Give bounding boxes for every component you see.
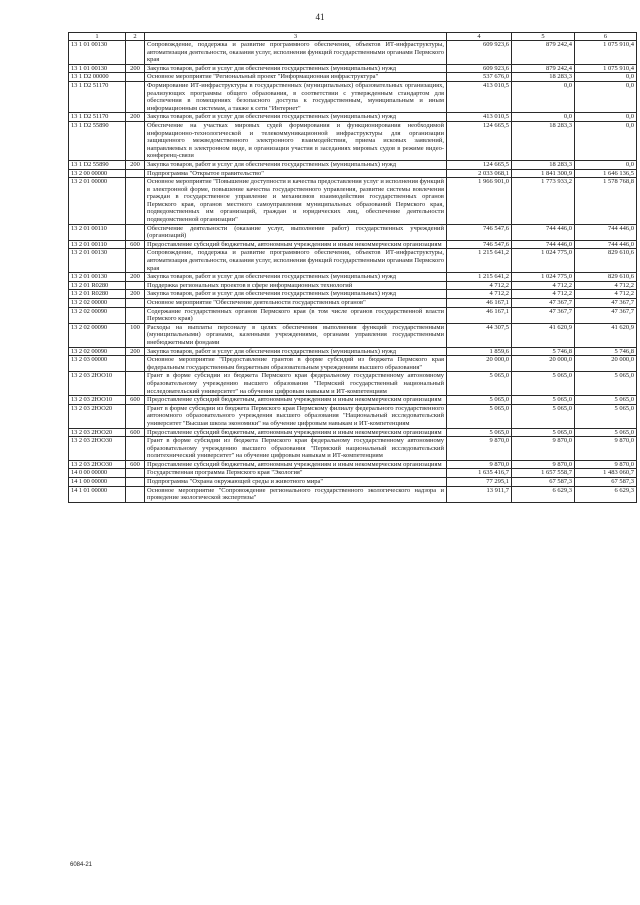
row-amount-year-2-cell: 20 000,0 [512,356,575,372]
row-amount-year-1-cell: 1 215 641,2 [447,249,512,273]
row-amount-year-2-cell: 5 065,0 [512,396,575,405]
row-expense-type-cell: 600 [126,240,145,249]
row-expense-type-cell [126,281,145,290]
row-amount-year-1-cell: 46 167,1 [447,299,512,308]
row-code-cell: 13 2 03 2ЮО30 [69,460,126,469]
header-col-5: 5 [512,33,575,41]
row-expense-type-cell [126,169,145,178]
row-amount-year-2-cell: 18 283,3 [512,73,575,82]
row-amount-year-1-cell: 9 870,0 [447,460,512,469]
row-amount-year-1-cell: 9 870,0 [447,437,512,461]
row-description-cell: Предоставление субсидий бюджетным, автономным учреждениям и иным некоммерческим организациям [145,396,447,405]
row-description-cell: Поддержка региональных проектов в сфере информационных технологий [145,281,447,290]
row-code-cell: 13 1 D2 51170 [69,113,126,122]
table-row [69,224,637,240]
row-code-cell: 13 2 03 2ЮО30 [69,437,126,461]
row-expense-type-cell [126,469,145,478]
table-row [69,469,637,478]
row-amount-year-2-cell: 1 024 775,0 [512,249,575,273]
row-expense-type-cell: 600 [126,396,145,405]
row-amount-year-1-cell: 1 635 416,7 [447,469,512,478]
table-row [69,113,637,122]
table-row [69,240,637,249]
row-amount-year-2-cell: 9 870,0 [512,437,575,461]
row-description-cell: Грант в форме субсидии из бюджета Пермского края Пермскому филиалу федерального государственного автономного образовательного учреждения высшего образования "Национальный исследовательский университет "Высшая школа экономики" на обучение цифровым навыкам и ИТ-компетенциям [145,404,447,428]
row-code-cell: 13 2 02 00090 [69,347,126,356]
row-expense-type-cell [126,41,145,65]
row-amount-year-3-cell: 1 075 910,4 [575,41,637,65]
budget-table-container [68,32,636,503]
table-row [69,281,637,290]
row-code-cell: 13 2 03 00000 [69,356,126,372]
budget-table [68,32,637,503]
table-row [69,249,637,273]
row-amount-year-3-cell: 6 629,3 [575,486,637,502]
table-row [69,460,637,469]
row-amount-year-1-cell: 5 065,0 [447,428,512,437]
row-amount-year-2-cell: 4 712,2 [512,281,575,290]
row-amount-year-2-cell: 1 657 558,7 [512,469,575,478]
row-amount-year-1-cell: 44 307,5 [447,323,512,347]
row-amount-year-2-cell: 744 446,0 [512,240,575,249]
row-expense-type-cell: 200 [126,347,145,356]
row-expense-type-cell: 200 [126,113,145,122]
row-amount-year-3-cell: 9 870,0 [575,460,637,469]
row-amount-year-3-cell: 5 746,8 [575,347,637,356]
row-amount-year-1-cell: 20 000,0 [447,356,512,372]
row-amount-year-2-cell: 47 367,7 [512,299,575,308]
row-amount-year-1-cell: 5 065,0 [447,372,512,396]
row-amount-year-2-cell: 41 620,9 [512,323,575,347]
row-amount-year-2-cell: 0,0 [512,81,575,112]
row-amount-year-1-cell: 5 065,0 [447,404,512,428]
row-description-cell: Обеспечение деятельности (оказание услуг, выполнение работ) государственных учреждений (организаций) [145,224,447,240]
table-row [69,299,637,308]
row-expense-type-cell [126,121,145,160]
row-code-cell: 13 1 D2 51170 [69,81,126,112]
row-amount-year-2-cell: 6 629,3 [512,486,575,502]
row-amount-year-1-cell: 13 911,7 [447,486,512,502]
row-expense-type-cell: 200 [126,273,145,282]
table-row [69,121,637,160]
row-amount-year-1-cell: 746 547,6 [447,224,512,240]
row-expense-type-cell: 200 [126,160,145,169]
table-row [69,323,637,347]
row-code-cell: 13 1 01 00130 [69,41,126,65]
row-amount-year-1-cell: 413 010,5 [447,113,512,122]
row-expense-type-cell: 200 [126,290,145,299]
row-amount-year-3-cell: 0,0 [575,113,637,122]
row-code-cell: 13 2 03 2ЮО10 [69,372,126,396]
row-amount-year-2-cell: 0,0 [512,113,575,122]
row-amount-year-2-cell: 67 587,3 [512,478,575,487]
document-id: 6084-21 [70,862,93,868]
row-description-cell: Предоставление субсидий бюджетным, автономным учреждениям и иным некоммерческим организациям [145,428,447,437]
row-amount-year-1-cell: 2 033 068,1 [447,169,512,178]
row-code-cell: 13 2 01 R0280 [69,281,126,290]
table-body [69,41,637,503]
row-code-cell: 13 2 03 2ЮО10 [69,396,126,405]
row-amount-year-1-cell: 5 065,0 [447,396,512,405]
row-amount-year-3-cell: 1 578 768,8 [575,178,637,225]
row-amount-year-3-cell: 0,0 [575,160,637,169]
row-amount-year-3-cell: 0,0 [575,121,637,160]
row-expense-type-cell [126,249,145,273]
row-amount-year-3-cell: 1 483 060,7 [575,469,637,478]
table-row [69,41,637,65]
row-code-cell: 13 2 01 00110 [69,224,126,240]
row-expense-type-cell [126,73,145,82]
row-expense-type-cell [126,478,145,487]
row-amount-year-3-cell: 4 712,2 [575,281,637,290]
table-row [69,64,637,73]
row-code-cell: 13 2 01 00130 [69,273,126,282]
header-col-6: 6 [575,33,637,41]
row-amount-year-1-cell: 4 712,2 [447,281,512,290]
row-amount-year-1-cell: 124 665,5 [447,160,512,169]
row-code-cell: 14 1 01 00000 [69,486,126,502]
table-row [69,178,637,225]
row-description-cell: Расходы на выплаты персоналу в целях обеспечения выполнения функций государственными (муниципальными) органами, казенными учреждениями, органами управления государственными внебюджетными фондами [145,323,447,347]
row-expense-type-cell: 200 [126,64,145,73]
row-amount-year-3-cell: 744 446,0 [575,240,637,249]
row-description-cell: Обеспечение на участках мировых судей формирования и функционирования необходимой информационно-технологической и телекоммуникационной инфраструктуры для организации защищенного межведомственного электронного взаимодействия, приема исковых заявлений, направляемых в электронном виде, и организации участия в заседаниях мировых судов в режиме видео-конференц-связи [145,121,447,160]
row-description-cell: Сопровождение, поддержка и развитие программного обеспечения, объектов ИТ-инфраструктуры, автоматизация деятельности, оказания услуг, исполнения функций государственными органами Пермского края [145,249,447,273]
row-amount-year-2-cell: 4 712,2 [512,290,575,299]
table-row [69,396,637,405]
row-description-cell: Грант в форме субсидии из бюджета Пермского края федеральному государственному автономному образовательному учреждению высшего образования "Пермский национальный исследовательский политехнический университет" на обучение цифровым навыкам и ИТ-компетенциям [145,437,447,461]
row-description-cell: Основное мероприятие "Обеспечение деятельности государственных органов" [145,299,447,308]
table-row [69,290,637,299]
row-amount-year-1-cell: 609 923,6 [447,41,512,65]
row-amount-year-3-cell: 1 075 910,4 [575,64,637,73]
row-description-cell: Формирование ИТ-инфраструктуры в государственных (муниципальных) образовательных организациях, реализующих программы общего образования, в соответствии с утвержденным стандартом для обеспечения в помещениях безопасного доступа к государственным, муниципальным и иным информационным системам, а также к сети "Интернет" [145,81,447,112]
row-code-cell: 13 2 00 00000 [69,169,126,178]
row-amount-year-2-cell: 5 746,8 [512,347,575,356]
row-expense-type-cell [126,356,145,372]
table-row [69,478,637,487]
row-amount-year-2-cell: 5 065,0 [512,428,575,437]
row-code-cell: 13 1 D2 00000 [69,73,126,82]
row-description-cell: Закупка товаров, работ и услуг для обеспечения государственных (муниципальных) нужд [145,160,447,169]
row-amount-year-3-cell: 5 065,0 [575,372,637,396]
row-amount-year-2-cell: 879 242,4 [512,64,575,73]
row-amount-year-3-cell: 5 065,0 [575,428,637,437]
row-amount-year-2-cell: 5 065,0 [512,372,575,396]
row-amount-year-3-cell: 9 870,0 [575,437,637,461]
table-row [69,486,637,502]
row-code-cell: 13 2 03 2ЮО20 [69,428,126,437]
row-amount-year-2-cell: 18 283,3 [512,160,575,169]
row-amount-year-1-cell: 77 295,1 [447,478,512,487]
header-col-3: 3 [145,33,447,41]
row-amount-year-2-cell: 18 283,3 [512,121,575,160]
row-description-cell: Государственная программа Пермского края "Экология" [145,469,447,478]
row-code-cell: 13 1 01 00130 [69,64,126,73]
row-amount-year-1-cell: 4 712,2 [447,290,512,299]
header-col-4: 4 [447,33,512,41]
row-description-cell: Закупка товаров, работ и услуг для обеспечения государственных (муниципальных) нужд [145,273,447,282]
table-row [69,307,637,323]
row-description-cell: Предоставление субсидий бюджетным, автономным учреждениям и иным некоммерческим организациям [145,240,447,249]
row-amount-year-3-cell: 5 065,0 [575,404,637,428]
row-code-cell: 14 0 00 00000 [69,469,126,478]
header-col-2: 2 [126,33,145,41]
row-expense-type-cell [126,178,145,225]
table-row [69,73,637,82]
row-code-cell: 13 1 D2 55890 [69,121,126,160]
row-amount-year-2-cell: 879 242,4 [512,41,575,65]
table-row [69,273,637,282]
row-amount-year-1-cell: 413 010,5 [447,81,512,112]
row-description-cell: Закупка товаров, работ и услуг для обеспечения государственных (муниципальных) нужд [145,64,447,73]
row-amount-year-2-cell: 47 367,7 [512,307,575,323]
row-description-cell: Основное мероприятие "Сопровождение регионального государственного экологического надзора и проведение экологической экспертизы" [145,486,447,502]
row-expense-type-cell [126,299,145,308]
table-row [69,428,637,437]
row-code-cell: 13 2 03 2ЮО20 [69,404,126,428]
table-row [69,356,637,372]
row-amount-year-3-cell: 47 367,7 [575,307,637,323]
row-description-cell: Основное мероприятие "Предоставление грантов в форме субсидий из бюджета Пермского края федеральным государственным бюджетным образовательным учреждениям высшего образования" [145,356,447,372]
row-code-cell: 13 2 01 00130 [69,249,126,273]
row-expense-type-cell [126,486,145,502]
row-amount-year-1-cell: 1 966 901,0 [447,178,512,225]
row-amount-year-2-cell: 1 024 775,0 [512,273,575,282]
header-col-1: 1 [69,33,126,41]
row-amount-year-1-cell: 746 547,6 [447,240,512,249]
table-row [69,437,637,461]
row-expense-type-cell: 100 [126,323,145,347]
row-amount-year-3-cell: 829 610,6 [575,249,637,273]
row-amount-year-1-cell: 46 167,1 [447,307,512,323]
row-expense-type-cell [126,81,145,112]
row-amount-year-3-cell: 1 646 136,5 [575,169,637,178]
row-code-cell: 13 2 01 R0280 [69,290,126,299]
row-amount-year-3-cell: 829 610,6 [575,273,637,282]
row-code-cell: 13 1 D2 55890 [69,160,126,169]
row-description-cell: Подпрограмма "Открытое правительство" [145,169,447,178]
row-amount-year-3-cell: 0,0 [575,73,637,82]
row-code-cell: 13 2 01 00000 [69,178,126,225]
row-expense-type-cell [126,224,145,240]
table-row [69,347,637,356]
row-amount-year-2-cell: 744 446,0 [512,224,575,240]
row-amount-year-1-cell: 1 859,6 [447,347,512,356]
row-amount-year-2-cell: 5 065,0 [512,404,575,428]
row-amount-year-3-cell: 47 367,7 [575,299,637,308]
row-description-cell: Основное мероприятие "Повышение доступности и качества предоставления услуг и исполнения функций в электронной форме, повышение качества государственного управления, развитие системы вовлечения граждан в государственное управление и механизмов взаимодействия государственных органов Пермского края, органов местного самоуправления муниципальных образований Пермского края, подведомственных им организаций, граждан и юридических лиц, обеспечение деятельности подведомственной организации" [145,178,447,225]
row-amount-year-1-cell: 609 923,6 [447,64,512,73]
row-description-cell: Основное мероприятие "Региональный проект "Информационная инфраструктура" [145,73,447,82]
row-amount-year-3-cell: 4 712,2 [575,290,637,299]
row-amount-year-2-cell: 9 870,0 [512,460,575,469]
row-amount-year-2-cell: 1 773 933,2 [512,178,575,225]
row-description-cell: Сопровождение, поддержка и развитие программного обеспечения, объектов ИТ-инфраструктуры, автоматизация деятельности, оказания услуг, исполнения функций государственными органами Пермского края [145,41,447,65]
table-row [69,169,637,178]
table-row [69,404,637,428]
row-expense-type-cell [126,372,145,396]
table-row [69,160,637,169]
row-expense-type-cell [126,404,145,428]
row-description-cell: Предоставление субсидий бюджетным, автономным учреждениям и иным некоммерческим организациям [145,460,447,469]
row-description-cell: Подпрограмма "Охрана окружающей среды и животного мира" [145,478,447,487]
row-code-cell: 13 2 02 00000 [69,299,126,308]
row-amount-year-1-cell: 537 676,0 [447,73,512,82]
row-amount-year-3-cell: 5 065,0 [575,396,637,405]
row-amount-year-3-cell: 0,0 [575,81,637,112]
row-expense-type-cell [126,307,145,323]
row-expense-type-cell: 600 [126,428,145,437]
row-amount-year-3-cell: 41 620,9 [575,323,637,347]
table-row [69,81,637,112]
row-amount-year-3-cell: 20 000,0 [575,356,637,372]
row-code-cell: 13 2 01 00110 [69,240,126,249]
table-header-row [69,33,637,41]
row-description-cell: Закупка товаров, работ и услуг для обеспечения государственных (муниципальных) нужд [145,290,447,299]
row-code-cell: 13 2 02 00090 [69,323,126,347]
row-code-cell: 13 2 02 00090 [69,307,126,323]
row-expense-type-cell [126,437,145,461]
page-number: 41 [315,12,325,22]
row-code-cell: 14 1 00 00000 [69,478,126,487]
row-expense-type-cell: 600 [126,460,145,469]
row-amount-year-3-cell: 744 446,0 [575,224,637,240]
row-amount-year-2-cell: 1 841 300,9 [512,169,575,178]
row-description-cell: Грант в форме субсидии из бюджета Пермского края федеральному государственному автономному образовательному учреждению высшего образования "Пермский государственный национальный исследовательский университет" на обучение цифровым навыкам и ИТ-компетенциям [145,372,447,396]
row-description-cell: Содержание государственных органов Пермского края (в том числе органов государственной власти Пермского края) [145,307,447,323]
table-row [69,372,637,396]
row-amount-year-1-cell: 124 665,5 [447,121,512,160]
row-amount-year-3-cell: 67 587,3 [575,478,637,487]
row-description-cell: Закупка товаров, работ и услуг для обеспечения государственных (муниципальных) нужд [145,113,447,122]
row-description-cell: Закупка товаров, работ и услуг для обеспечения государственных (муниципальных) нужд [145,347,447,356]
row-amount-year-1-cell: 1 215 641,2 [447,273,512,282]
